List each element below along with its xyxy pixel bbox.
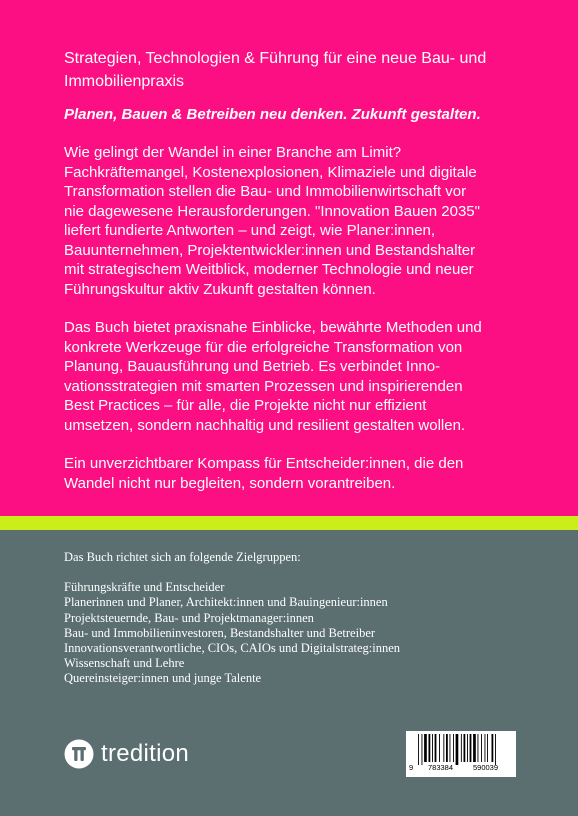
blurb-paragraph-3: Ein unverzichtbarer Kompass für Entscheider:innen, die den Wandel nicht nur begleiten, sondern vorantreiben. (64, 455, 464, 492)
target-audience-item: Führungskräfte und Entscheider (64, 580, 225, 595)
barcode-bar (453, 734, 454, 762)
barcode-bar (470, 734, 472, 762)
tredition-logo-icon (64, 739, 94, 769)
barcode-digits-lead: 9 (409, 763, 414, 772)
barcode-bar (464, 734, 466, 762)
barcode-bar (432, 734, 433, 762)
target-audience-item: Planerinnen und Planer, Architekt:innen und Bauingenieur:innen (64, 595, 388, 610)
publisher-name: tredition (101, 740, 190, 767)
target-audience-item: Bau- und Immobilieninvestoren, Bestandshalter und Betreiber (64, 625, 376, 640)
blurb-paragraph-1: Wie gelingt der Wandel in einer Branche am Limit? Fachkräftemangel, Kostenexplosionen, Klimaziele und digitale Transformation stellen die Bau- und Immobilienwirtschaft vor nie dagewesene Herausforderungen. "Innovation Bauen 2035" liefert fundierte Antworten – und zeigt, wie Planer:innen, Bauunternehmen, Projektentwickler:innen und Bestandshalter mit strategischem Weitblick, moderner Technologie und neuer Führungskultur aktiv Zukunft gestalten können. (64, 144, 480, 298)
barcode-bar (435, 734, 437, 762)
barcode-bar (481, 734, 482, 762)
publisher-logo (64, 736, 189, 772)
accent-stripe (0, 516, 578, 530)
barcode-bar (418, 734, 419, 765)
book-tagline: Planen, Bauen & Betreiben neu denken. Zukunft gestalten. (64, 106, 481, 123)
book-subtitle: Strategien, Technologien & Führung für eine neue Bau- und Immobilienpraxis (64, 50, 487, 90)
barcode-bar (485, 734, 486, 762)
barcode-bar (422, 734, 423, 765)
barcode-bar (424, 734, 427, 762)
target-audience-section (64, 550, 534, 687)
barcode-digits-left: 783384 (428, 763, 454, 772)
barcode-bar (492, 734, 494, 762)
barcode-bars (406, 731, 516, 765)
target-audience-item: Quereinsteiger:innen und junge Talente (64, 671, 262, 686)
barcode-bar (473, 734, 476, 762)
target-audience-item: Innovationsverantwortliche, CIOs, CAIOs und Digitalstrateg:innen (64, 641, 401, 656)
barcode-bar (456, 734, 459, 765)
barcode-bar (467, 734, 468, 762)
target-audience-title: Das Buch richtet sich an folgende Zielgruppen: (64, 550, 301, 564)
barcode-bar (487, 734, 488, 762)
isbn-barcode (406, 731, 516, 777)
target-audience-item: Projektsteuernde, Bau- und Projektmanager:innen (64, 610, 314, 625)
target-audience-item: Wissenschaft und Lehre (64, 656, 185, 671)
barcode-bar (478, 734, 479, 762)
barcode-bar (439, 734, 440, 762)
barcode-bar (446, 734, 448, 762)
barcode-bar (443, 734, 444, 762)
blurb-paragraph-2: Das Buch bietet praxisnahe Einblicke, bewährte Methoden und konkrete Werkzeuge für die erfolgreiche Transformation von Planung, Bauausführung und Betrieb. Es verbindet Inno- vationsstrategien mit smarten Prozessen und inspirierenden Best Practices – für alle, die Projekte nicht nur effizient umsetzen, sondern nachhaltig und resilient gestalten wollen. (64, 319, 482, 434)
barcode-bar (450, 734, 451, 762)
barcode-bar (461, 734, 462, 762)
target-audience-list (64, 580, 534, 686)
barcode-bar (429, 734, 431, 762)
barcode-bar (495, 734, 496, 765)
barcode-digits-right: 590039 (473, 763, 499, 772)
